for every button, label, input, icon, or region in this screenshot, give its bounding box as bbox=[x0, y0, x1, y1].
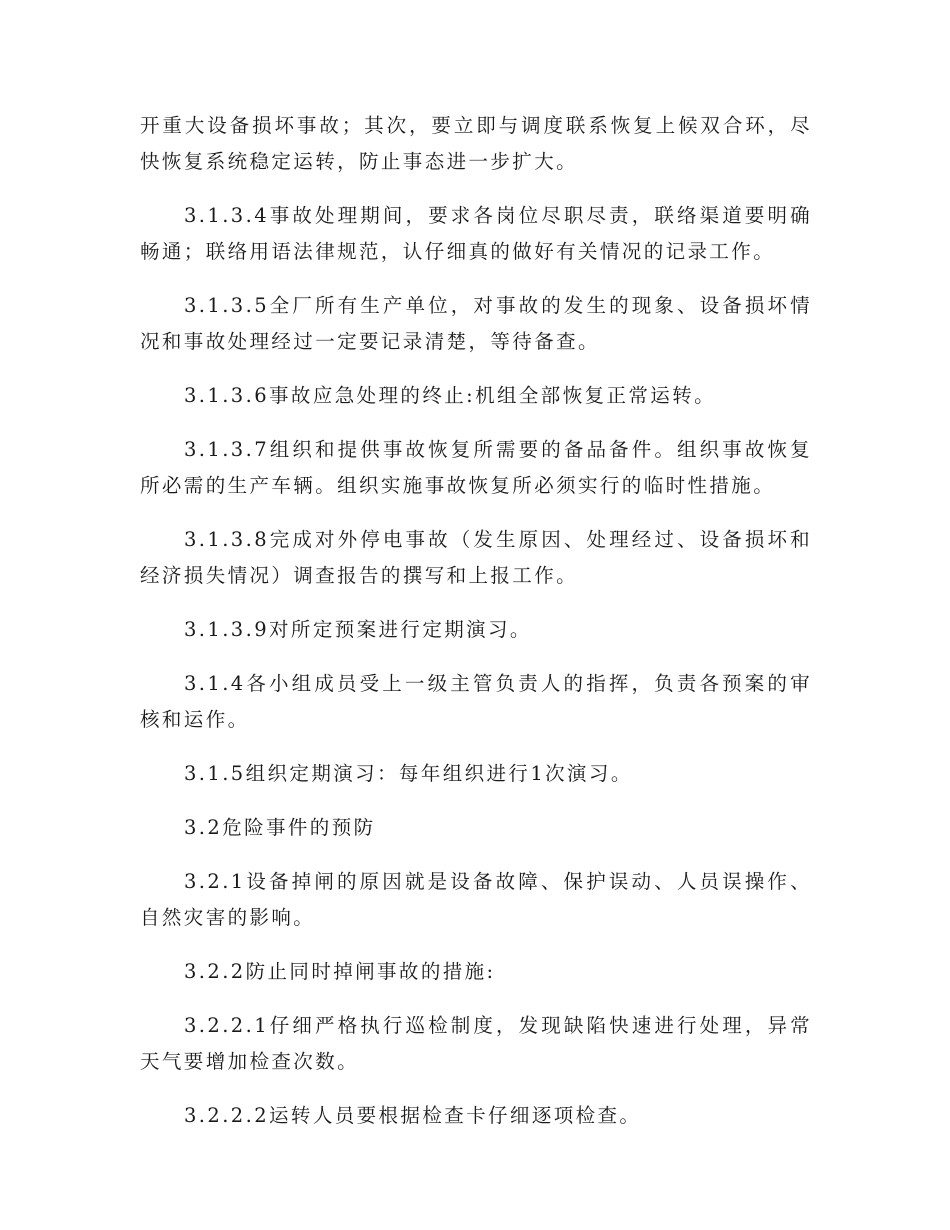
paragraph: 3.1.3.4事故处理期间，要求各岗位尽职尽责，联络渠道要明确畅通；联络用语法律规范，认仔细真的做好有关情况的记录工作。 bbox=[140, 204, 812, 263]
document-body bbox=[140, 108, 812, 1134]
paragraph: 3.2.2防止同时掉闸事故的措施: bbox=[184, 960, 496, 983]
paragraph: 3.1.3.9对所定预案进行定期演习。 bbox=[184, 618, 532, 641]
paragraph: 3.1.3.8完成对外停电事故（发生原因、处理经过、设备损坏和经济损失情况）调查报告的撰写和上报工作。 bbox=[140, 528, 812, 587]
paragraph: 3.2.1设备掉闸的原因就是设备故障、保护误动、人员误操作、自然灾害的影响。 bbox=[140, 870, 812, 929]
section-heading: 3.2危险事件的预防 bbox=[184, 816, 376, 839]
paragraph: 3.1.3.5全厂所有生产单位，对事故的发生的现象、设备损坏情况和事故处理经过一定要记录清楚，等待备查。 bbox=[140, 294, 812, 353]
paragraph: 3.1.4各小组成员受上一级主管负责人的指挥，负责各预案的审核和运作。 bbox=[140, 672, 812, 731]
paragraph: 3.1.5组织定期演习：每年组织进行1次演习。 bbox=[184, 762, 633, 785]
paragraph: 3.2.2.2运转人员要根据检查卡仔细逐项检查。 bbox=[184, 1104, 642, 1127]
paragraph: 3.1.3.7组织和提供事故恢复所需要的备品备件。组织事故恢复所必需的生产车辆。组织实施事故恢复所必须实行的临时性措施。 bbox=[140, 438, 812, 497]
paragraph: 开重大设备损坏事故；其次，要立即与调度联系恢复上候双合环，尽快恢复系统稳定运转，防止事态进一步扩大。 bbox=[140, 114, 812, 173]
paragraph: 3.1.3.6事故应急处理的终止:机组全部恢复正常运转。 bbox=[184, 384, 716, 407]
paragraph: 3.2.2.1仔细严格执行巡检制度，发现缺陷快速进行处理，异常天气要增加检查次数。 bbox=[140, 1014, 812, 1073]
